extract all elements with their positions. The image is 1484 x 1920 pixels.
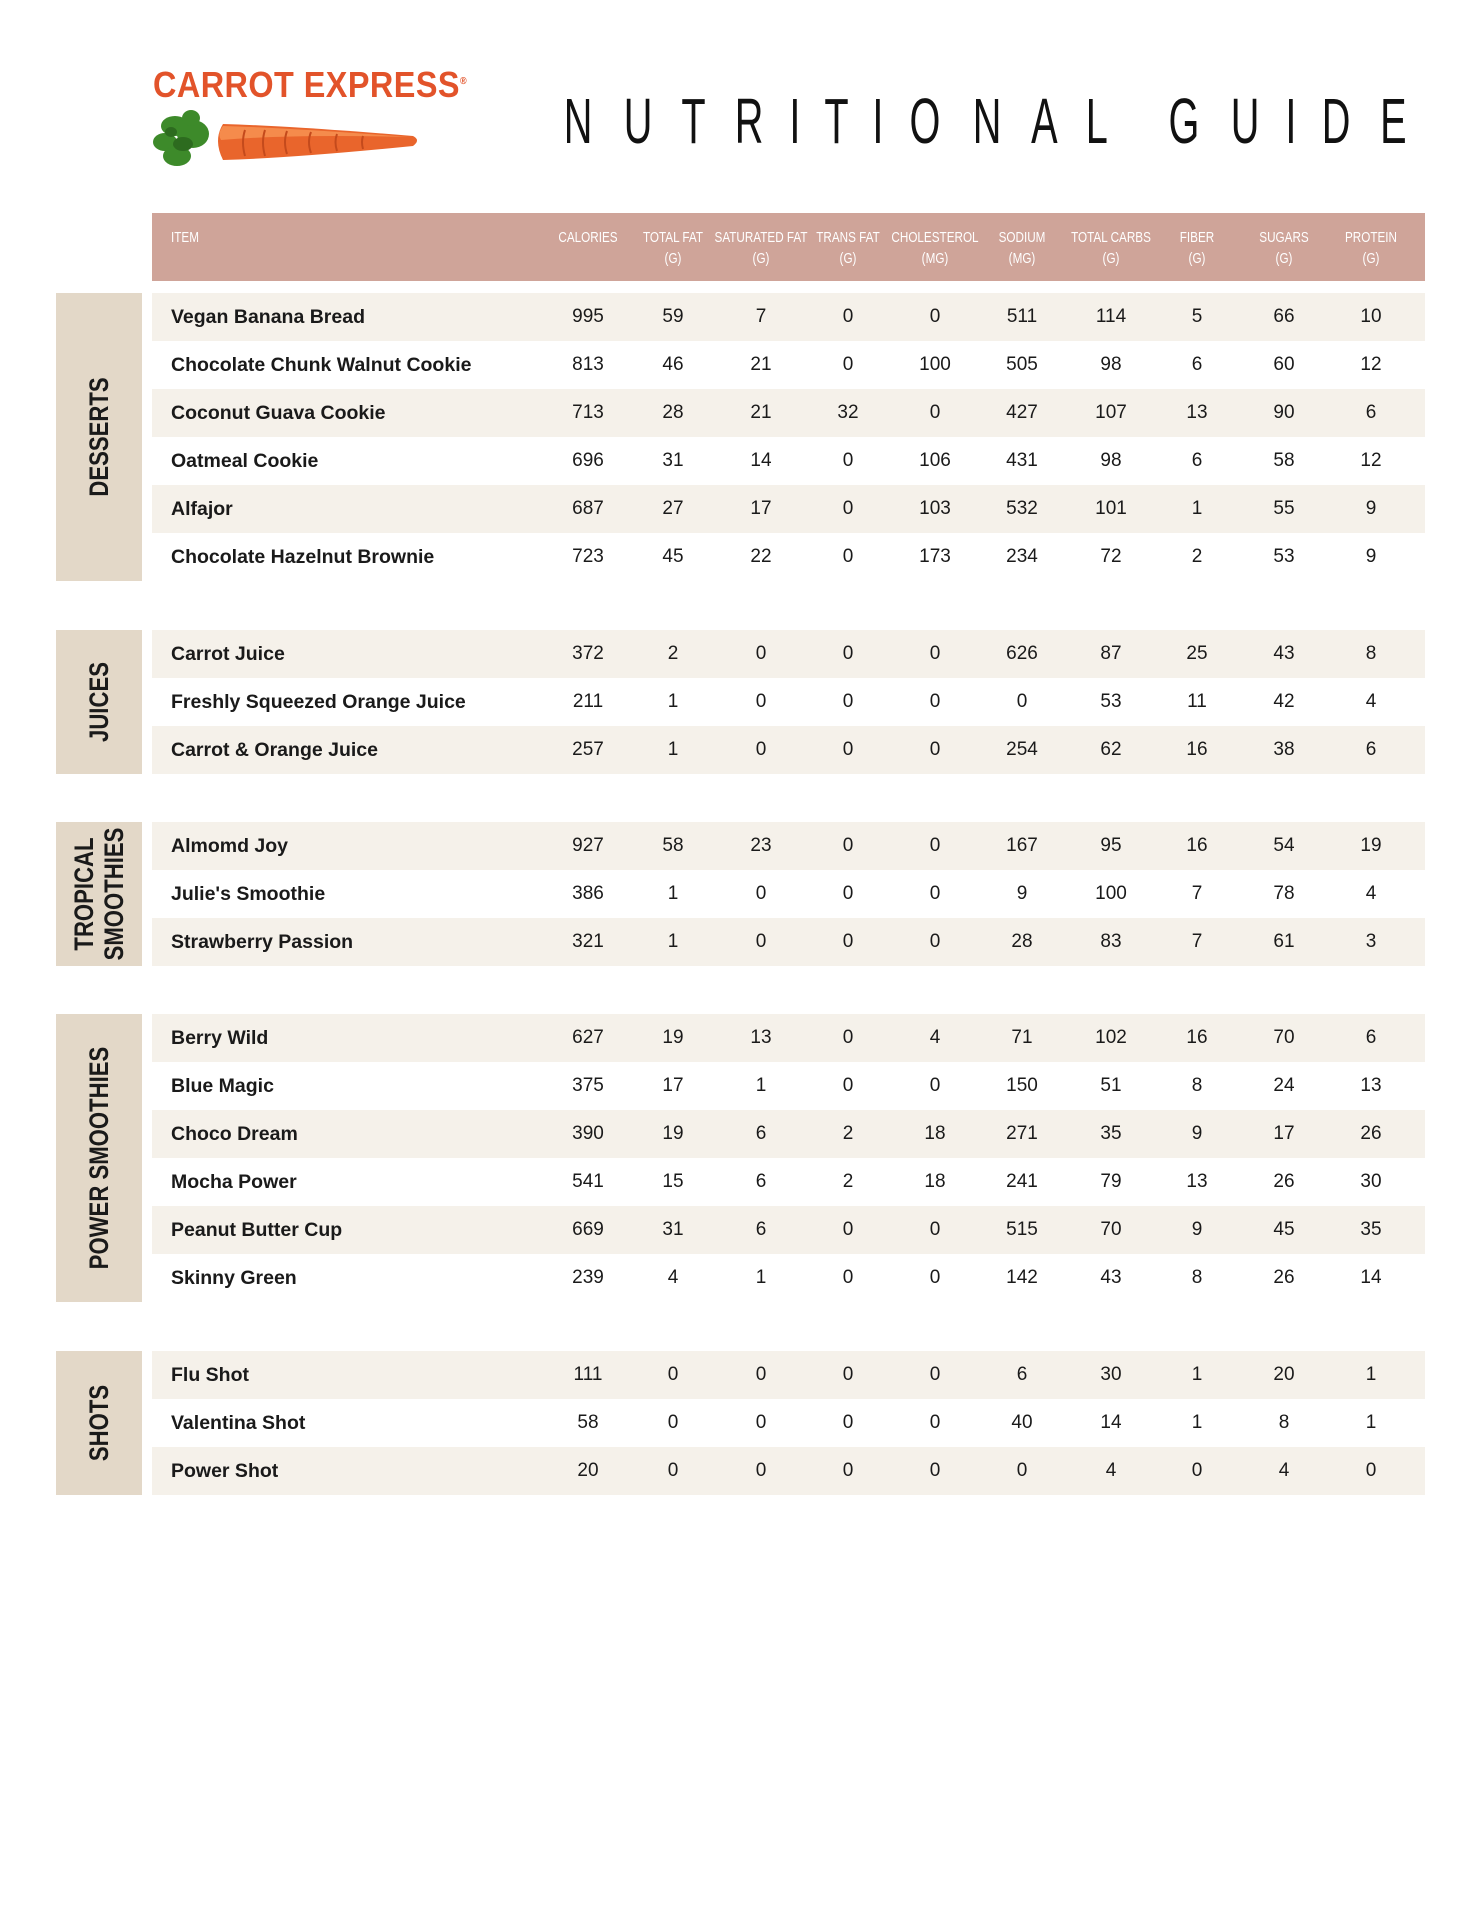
value-cell: 0 <box>842 450 854 471</box>
value-cell: 0 <box>929 931 941 952</box>
value-cell: 8 <box>1191 1075 1203 1096</box>
item-name: Mocha Power <box>171 1171 297 1193</box>
value-cell: 0 <box>842 1219 854 1240</box>
value-cell: 62 <box>1100 739 1122 760</box>
value-cell: 27 <box>662 498 684 519</box>
value-cell: 31 <box>662 1219 684 1240</box>
table-row <box>152 293 1425 341</box>
value-cell: 3 <box>1365 931 1377 952</box>
section <box>56 822 1425 966</box>
value-cell: 4 <box>667 1267 679 1288</box>
table-row <box>152 533 1425 581</box>
table-row <box>152 1254 1425 1302</box>
table-row <box>152 1206 1425 1254</box>
header-col: CHOLESTEROL (MG) <box>891 229 979 267</box>
table-row <box>152 437 1425 485</box>
value-cell: 107 <box>1095 402 1127 423</box>
brand-name: CARROT EXPRESS® <box>153 64 468 105</box>
value-cell: 0 <box>842 354 854 375</box>
item-name: Flu Shot <box>171 1364 249 1386</box>
value-cell: 4 <box>1365 691 1377 712</box>
value-cell: 696 <box>572 450 604 471</box>
header-col: FIBER (G) <box>1179 229 1215 267</box>
value-cell: 6 <box>1191 450 1203 471</box>
value-cell: 0 <box>842 931 854 952</box>
carrot-icon <box>153 104 423 184</box>
title-letter: I <box>789 85 801 157</box>
value-cell: 0 <box>929 739 941 760</box>
table-row <box>152 822 1425 870</box>
value-cell: 6 <box>755 1123 767 1144</box>
table-row <box>152 1158 1425 1206</box>
value-cell: 98 <box>1100 450 1122 471</box>
value-cell: 241 <box>1006 1171 1038 1192</box>
value-cell: 103 <box>919 498 951 519</box>
value-cell: 1 <box>667 883 679 904</box>
value-cell: 321 <box>572 931 604 952</box>
value-cell: 0 <box>842 1267 854 1288</box>
value-cell: 2 <box>842 1171 854 1192</box>
table-row <box>152 726 1425 774</box>
value-cell: 427 <box>1006 402 1038 423</box>
value-cell: 0 <box>929 835 941 856</box>
value-cell: 6 <box>1016 1364 1028 1385</box>
value-cell: 6 <box>755 1171 767 1192</box>
value-cell: 927 <box>572 835 604 856</box>
table-row <box>152 678 1425 726</box>
value-cell: 142 <box>1006 1267 1038 1288</box>
value-cell: 101 <box>1095 498 1127 519</box>
header-col: TOTAL CARBS (G) <box>1071 229 1151 267</box>
value-cell: 1 <box>667 739 679 760</box>
value-cell: 0 <box>667 1412 679 1433</box>
value-cell: 0 <box>755 643 767 664</box>
section-label: POWER SMOOTHIES <box>56 1014 142 1302</box>
value-cell: 30 <box>1100 1364 1122 1385</box>
value-cell: 111 <box>573 1364 603 1385</box>
value-cell: 24 <box>1273 1075 1295 1096</box>
value-cell: 102 <box>1095 1027 1127 1048</box>
value-cell: 0 <box>842 1075 854 1096</box>
table-row <box>152 389 1425 437</box>
item-name: Chocolate Hazelnut Brownie <box>171 546 435 568</box>
value-cell: 19 <box>662 1027 684 1048</box>
value-cell: 79 <box>1100 1171 1122 1192</box>
value-cell: 0 <box>667 1364 679 1385</box>
value-cell: 2 <box>842 1123 854 1144</box>
value-cell: 58 <box>662 835 684 856</box>
value-cell: 0 <box>842 1364 854 1385</box>
value-cell: 53 <box>1100 691 1122 712</box>
value-cell: 11 <box>1187 691 1207 712</box>
value-cell: 28 <box>662 402 684 423</box>
value-cell: 0 <box>842 643 854 664</box>
value-cell: 257 <box>572 739 604 760</box>
value-cell: 53 <box>1273 546 1295 567</box>
value-cell: 0 <box>929 1460 941 1481</box>
title-letter: U <box>623 85 652 157</box>
header-col: TRANS FAT (G) <box>816 229 880 267</box>
value-cell: 0 <box>755 1460 767 1481</box>
value-cell: 0 <box>755 883 767 904</box>
value-cell: 16 <box>1186 835 1208 856</box>
value-cell: 9 <box>1365 546 1377 567</box>
item-name: Berry Wild <box>171 1027 269 1049</box>
section-label: TROPICAL SMOOTHIES <box>56 822 142 966</box>
item-name: Carrot Juice <box>171 643 285 665</box>
value-cell: 0 <box>755 691 767 712</box>
value-cell: 234 <box>1006 546 1038 567</box>
value-cell: 7 <box>1191 883 1203 904</box>
value-cell: 723 <box>572 546 604 567</box>
value-cell: 60 <box>1273 354 1295 375</box>
value-cell: 17 <box>750 498 772 519</box>
value-cell: 78 <box>1273 883 1295 904</box>
section <box>56 1014 1425 1302</box>
header-col: SATURATED FAT (G) <box>714 229 808 267</box>
value-cell: 13 <box>1186 402 1208 423</box>
value-cell: 10 <box>1360 306 1382 327</box>
value-cell: 12 <box>1360 354 1382 375</box>
value-cell: 0 <box>842 691 854 712</box>
value-cell: 150 <box>1006 1075 1038 1096</box>
value-cell: 0 <box>929 402 941 423</box>
item-name: Oatmeal Cookie <box>171 450 319 472</box>
value-cell: 45 <box>1273 1219 1295 1240</box>
value-cell: 9 <box>1016 883 1028 904</box>
value-cell: 95 <box>1100 835 1122 856</box>
table-row <box>152 1110 1425 1158</box>
item-name: Choco Dream <box>171 1123 298 1145</box>
title-letter <box>1131 84 1142 158</box>
value-cell: 511 <box>1006 306 1038 327</box>
value-cell: 541 <box>572 1171 604 1192</box>
value-cell: 995 <box>572 306 604 327</box>
value-cell: 4 <box>1105 1460 1117 1481</box>
value-cell: 0 <box>929 1267 941 1288</box>
item-name: Peanut Butter Cup <box>171 1219 343 1241</box>
value-cell: 35 <box>1100 1123 1122 1144</box>
value-cell: 28 <box>1011 931 1033 952</box>
value-cell: 375 <box>572 1075 604 1096</box>
title-letter: N <box>563 85 593 157</box>
value-cell: 626 <box>1006 643 1038 664</box>
value-cell: 7 <box>755 306 767 327</box>
value-cell: 40 <box>1011 1412 1033 1433</box>
value-cell: 70 <box>1273 1027 1295 1048</box>
value-cell: 0 <box>929 1219 941 1240</box>
section <box>56 1351 1425 1495</box>
value-cell: 30 <box>1360 1171 1382 1192</box>
value-cell: 18 <box>924 1123 946 1144</box>
value-cell: 0 <box>842 1027 854 1048</box>
title-letter: T <box>681 85 706 157</box>
title-letter: O <box>909 85 941 157</box>
value-cell: 58 <box>577 1412 599 1433</box>
value-cell: 0 <box>1016 691 1028 712</box>
value-cell: 12 <box>1360 450 1382 471</box>
item-name: Power Shot <box>171 1460 279 1482</box>
value-cell: 90 <box>1273 402 1295 423</box>
value-cell: 1 <box>1191 1412 1203 1433</box>
value-cell: 46 <box>662 354 684 375</box>
value-cell: 0 <box>929 306 941 327</box>
title-letter: A <box>1031 85 1058 157</box>
value-cell: 0 <box>755 739 767 760</box>
value-cell: 211 <box>572 691 604 712</box>
value-cell: 87 <box>1100 643 1122 664</box>
value-cell: 4 <box>1278 1460 1290 1481</box>
value-cell: 32 <box>837 402 859 423</box>
value-cell: 100 <box>1095 883 1127 904</box>
value-cell: 26 <box>1273 1267 1295 1288</box>
value-cell: 8 <box>1278 1412 1290 1433</box>
title-letter: I <box>872 85 884 157</box>
value-cell: 14 <box>1100 1412 1122 1433</box>
page-title <box>555 86 1415 156</box>
value-cell: 627 <box>572 1027 604 1048</box>
value-cell: 505 <box>1006 354 1038 375</box>
title-letter: T <box>824 85 849 157</box>
title-letter: E <box>1380 85 1407 157</box>
value-cell: 19 <box>1360 835 1382 856</box>
table-row <box>152 1399 1425 1447</box>
value-cell: 9 <box>1191 1219 1203 1240</box>
value-cell: 17 <box>662 1075 684 1096</box>
value-cell: 687 <box>572 498 604 519</box>
value-cell: 713 <box>572 402 604 423</box>
value-cell: 0 <box>842 883 854 904</box>
value-cell: 16 <box>1186 1027 1208 1048</box>
item-name: Chocolate Chunk Walnut Cookie <box>171 354 472 376</box>
item-name: Julie's Smoothie <box>171 883 326 905</box>
header-col: TOTAL FAT (G) <box>642 229 704 267</box>
item-name: Skinny Green <box>171 1267 297 1289</box>
value-cell: 8 <box>1365 643 1377 664</box>
title-letter: U <box>1230 85 1260 157</box>
item-name: Blue Magic <box>171 1075 274 1097</box>
value-cell: 0 <box>842 1460 854 1481</box>
header-col: SODIUM (MG) <box>998 229 1046 267</box>
table-row <box>152 1014 1425 1062</box>
value-cell: 83 <box>1100 931 1122 952</box>
value-cell: 390 <box>572 1123 604 1144</box>
value-cell: 0 <box>842 835 854 856</box>
value-cell: 45 <box>662 546 684 567</box>
table-row <box>152 870 1425 918</box>
value-cell: 55 <box>1273 498 1295 519</box>
value-cell: 35 <box>1360 1219 1382 1240</box>
value-cell: 0 <box>842 306 854 327</box>
value-cell: 254 <box>1006 739 1038 760</box>
table-row <box>152 341 1425 389</box>
value-cell: 7 <box>1191 931 1203 952</box>
value-cell: 23 <box>750 835 772 856</box>
value-cell: 20 <box>1273 1364 1295 1385</box>
value-cell: 1 <box>755 1075 767 1096</box>
value-cell: 54 <box>1273 835 1295 856</box>
value-cell: 9 <box>1191 1123 1203 1144</box>
value-cell: 58 <box>1273 450 1295 471</box>
value-cell: 38 <box>1273 739 1295 760</box>
value-cell: 0 <box>1016 1460 1028 1481</box>
value-cell: 51 <box>1100 1075 1122 1096</box>
value-cell: 0 <box>929 691 941 712</box>
value-cell: 5 <box>1191 306 1203 327</box>
value-cell: 21 <box>750 402 772 423</box>
section-label: SHOTS <box>56 1351 142 1495</box>
value-cell: 71 <box>1011 1027 1033 1048</box>
value-cell: 6 <box>1365 1027 1377 1048</box>
title-letter: I <box>1285 85 1297 157</box>
title-letter: N <box>972 85 1001 157</box>
value-cell: 1 <box>667 691 679 712</box>
table-row <box>152 630 1425 678</box>
item-name: Carrot & Orange Juice <box>171 739 378 761</box>
value-cell: 43 <box>1273 643 1295 664</box>
value-cell: 13 <box>1360 1075 1382 1096</box>
value-cell: 18 <box>924 1171 946 1192</box>
table-row <box>152 1447 1425 1495</box>
value-cell: 6 <box>1191 354 1203 375</box>
value-cell: 9 <box>1365 498 1377 519</box>
value-cell: 813 <box>572 354 604 375</box>
value-cell: 669 <box>572 1219 604 1240</box>
value-cell: 0 <box>929 1075 941 1096</box>
value-cell: 0 <box>1365 1460 1377 1481</box>
value-cell: 43 <box>1100 1267 1122 1288</box>
value-cell: 515 <box>1006 1219 1038 1240</box>
item-name: Strawberry Passion <box>171 931 354 953</box>
section-label: JUICES <box>56 630 142 774</box>
value-cell: 0 <box>755 1412 767 1433</box>
value-cell: 431 <box>1006 450 1038 471</box>
value-cell: 2 <box>1191 546 1203 567</box>
value-cell: 26 <box>1273 1171 1295 1192</box>
value-cell: 271 <box>1006 1123 1038 1144</box>
value-cell: 372 <box>572 643 604 664</box>
value-cell: 0 <box>1191 1460 1203 1481</box>
value-cell: 0 <box>929 643 941 664</box>
value-cell: 0 <box>842 739 854 760</box>
item-name: Coconut Guava Cookie <box>171 402 386 424</box>
value-cell: 0 <box>755 1364 767 1385</box>
value-cell: 0 <box>667 1460 679 1481</box>
value-cell: 61 <box>1273 931 1295 952</box>
table-row <box>152 485 1425 533</box>
value-cell: 532 <box>1006 498 1038 519</box>
value-cell: 15 <box>662 1171 684 1192</box>
value-cell: 20 <box>577 1460 599 1481</box>
value-cell: 66 <box>1273 306 1295 327</box>
value-cell: 1 <box>667 931 679 952</box>
value-cell: 0 <box>929 883 941 904</box>
value-cell: 98 <box>1100 354 1122 375</box>
value-cell: 0 <box>929 1364 941 1385</box>
value-cell: 42 <box>1273 691 1295 712</box>
value-cell: 114 <box>1095 306 1127 327</box>
table-row <box>152 1062 1425 1110</box>
item-name: Vegan Banana Bread <box>171 306 365 328</box>
value-cell: 1 <box>1191 498 1203 519</box>
value-cell: 17 <box>1273 1123 1295 1144</box>
value-cell: 100 <box>919 354 951 375</box>
value-cell: 13 <box>1186 1171 1208 1192</box>
table-header <box>152 213 1425 281</box>
value-cell: 8 <box>1191 1267 1203 1288</box>
section <box>56 293 1425 581</box>
header-col: CALORIES <box>558 229 618 246</box>
value-cell: 13 <box>750 1027 772 1048</box>
value-cell: 6 <box>1365 739 1377 760</box>
value-cell: 2 <box>667 643 679 664</box>
value-cell: 72 <box>1100 546 1122 567</box>
value-cell: 31 <box>662 450 684 471</box>
value-cell: 59 <box>662 306 684 327</box>
value-cell: 6 <box>755 1219 767 1240</box>
value-cell: 4 <box>929 1027 941 1048</box>
value-cell: 16 <box>1186 739 1208 760</box>
value-cell: 22 <box>750 546 772 567</box>
value-cell: 26 <box>1360 1123 1382 1144</box>
value-cell: 19 <box>662 1123 684 1144</box>
header-item: ITEM <box>171 229 199 246</box>
value-cell: 173 <box>919 546 951 567</box>
title-letter: G <box>1168 85 1200 157</box>
value-cell: 1 <box>755 1267 767 1288</box>
title-letter: D <box>1321 85 1351 157</box>
value-cell: 1 <box>1365 1364 1377 1385</box>
value-cell: 0 <box>842 1412 854 1433</box>
value-cell: 0 <box>842 498 854 519</box>
item-name: Valentina Shot <box>171 1412 306 1434</box>
value-cell: 1 <box>1191 1364 1203 1385</box>
value-cell: 70 <box>1100 1219 1122 1240</box>
value-cell: 106 <box>919 450 951 471</box>
value-cell: 1 <box>1365 1412 1377 1433</box>
table-row <box>152 1351 1425 1399</box>
value-cell: 386 <box>572 883 604 904</box>
value-cell: 21 <box>750 354 772 375</box>
header-col: PROTEIN (G) <box>1344 229 1398 267</box>
section-label: DESSERTS <box>56 293 142 581</box>
item-name: Freshly Squeezed Orange Juice <box>171 691 466 713</box>
value-cell: 167 <box>1006 835 1038 856</box>
value-cell: 6 <box>1365 402 1377 423</box>
value-cell: 4 <box>1365 883 1377 904</box>
table-row <box>152 918 1425 966</box>
title-letter: L <box>1085 85 1108 157</box>
value-cell: 14 <box>1360 1267 1382 1288</box>
title-letter: R <box>735 85 764 157</box>
item-name: Alfajor <box>171 498 233 520</box>
value-cell: 14 <box>750 450 772 471</box>
value-cell: 0 <box>755 931 767 952</box>
value-cell: 0 <box>842 546 854 567</box>
section <box>56 630 1425 774</box>
brand-logo <box>153 64 468 184</box>
header-col: SUGARS (G) <box>1259 229 1309 267</box>
item-name: Almomd Joy <box>171 835 289 857</box>
value-cell: 239 <box>572 1267 604 1288</box>
value-cell: 0 <box>929 1412 941 1433</box>
value-cell: 25 <box>1186 643 1208 664</box>
